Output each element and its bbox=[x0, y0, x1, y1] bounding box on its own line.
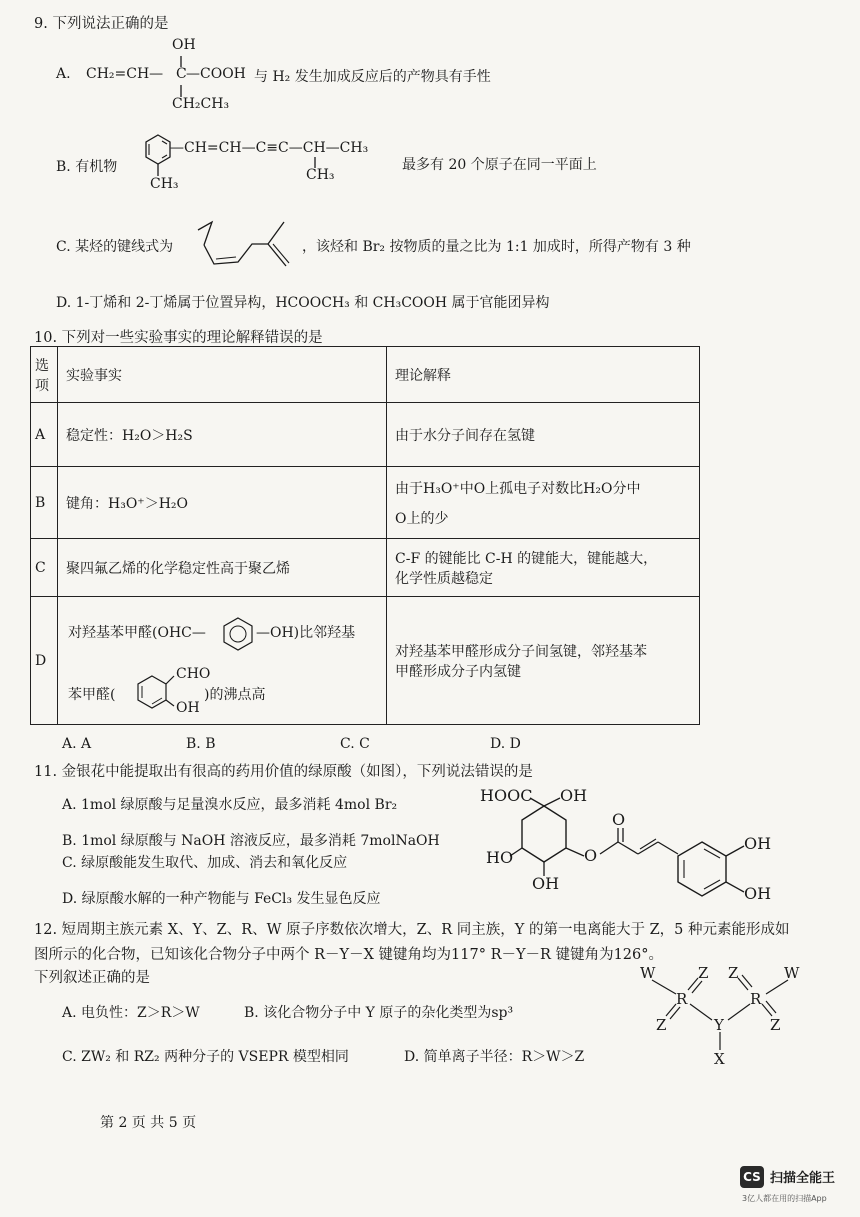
header-option: 选 项 bbox=[31, 347, 58, 403]
row-fact: 对羟基苯甲醛(OHC— —OH)比邻羟基 苯甲醛( CHO OH )的沸点高 bbox=[58, 597, 387, 725]
table-header-row bbox=[31, 347, 700, 403]
q9a-ethyl: CH₂CH₃ bbox=[172, 96, 230, 112]
q9b-label: B. 有机物 bbox=[56, 159, 118, 175]
label-oh: OH bbox=[744, 834, 772, 853]
label-carbonyl-o: O bbox=[612, 810, 626, 829]
atom-y: Y bbox=[714, 1016, 724, 1034]
atom-z: Z bbox=[728, 964, 739, 982]
q11-option-a: A. 1mol 绿原酸与足量溴水反应，最多消耗 4mol Br₂ bbox=[62, 797, 398, 813]
cs-logo-icon: CS bbox=[740, 1166, 764, 1188]
choice-d: D. D bbox=[490, 736, 521, 752]
row-option: D bbox=[31, 597, 58, 725]
label-ester-o: O bbox=[584, 846, 598, 865]
row-theory: 由于水分子间存在氢键 bbox=[387, 403, 700, 467]
atom-w: W bbox=[640, 964, 656, 982]
q11-option-d: D. 绿原酸水解的一种产物能与 FeCl₃ 发生显色反应 bbox=[62, 891, 381, 907]
row-option: B bbox=[31, 467, 58, 539]
q9-option-d: D. 1-丁烯和 2-丁烯属于位置异构，HCOOCH₃ 和 CH₃COOH 属于官能团异构 bbox=[56, 295, 550, 311]
q12-option-b: B. 该化合物分子中 Y 原子的杂化类型为sp³ bbox=[244, 1005, 514, 1021]
atom-z: Z bbox=[698, 964, 709, 982]
q9a-text: 与 H₂ 发生加成反应后的产物具有手性 bbox=[254, 69, 491, 85]
q12-bonds bbox=[0, 0, 1, 1]
row-fact: 稳定性：H₂O＞H₂S bbox=[58, 403, 387, 467]
label-cooh: HOOC bbox=[480, 786, 533, 805]
q9b-chain: —CH=CH—C≡C—CH—CH₃ bbox=[170, 140, 369, 156]
q11-option-b: B. 1mol 绿原酸与 NaOH 溶液反应，最多消耗 7molNaOH bbox=[62, 833, 440, 849]
q12-option-a: A. 电负性：Z＞R＞W bbox=[62, 1005, 200, 1021]
choice-b: B. B bbox=[186, 736, 216, 752]
header-fact: 实验事实 bbox=[58, 347, 387, 403]
q12-option-c: C. ZW₂ 和 RZ₂ 两种分子的 VSEPR 模型相同 bbox=[62, 1049, 349, 1065]
label-oh: OH bbox=[532, 874, 560, 893]
q9c-pre: C. 某烃的键线式为 bbox=[56, 239, 174, 255]
atom-r: R bbox=[750, 990, 762, 1008]
q9b-ring-methyl: CH₃ bbox=[150, 176, 179, 192]
label-ho: HO bbox=[486, 848, 514, 867]
atom-r: R bbox=[676, 990, 688, 1008]
row-theory: C-F 的键能比 C-H 的键能大，键能越大， 化学性质越稳定 bbox=[387, 539, 700, 597]
q9a-oh: OH bbox=[172, 37, 196, 53]
q9a-center-c: C bbox=[176, 66, 187, 82]
atom-x: X bbox=[714, 1050, 725, 1068]
table-row bbox=[31, 403, 700, 467]
atom-z: Z bbox=[656, 1016, 667, 1034]
page-number: 第 2 页 共 5 页 bbox=[100, 1115, 197, 1131]
row-fact: 聚四氟乙烯的化学稳定性高于聚乙烯 bbox=[58, 539, 387, 597]
choice-a: A. A bbox=[62, 736, 92, 752]
q10-table bbox=[30, 346, 700, 725]
atom-w: W bbox=[784, 964, 800, 982]
label-oh: OH bbox=[744, 884, 772, 903]
atom-z: Z bbox=[770, 1016, 781, 1034]
benzene-ring-icon bbox=[222, 622, 223, 623]
label-oh: OH bbox=[560, 786, 588, 805]
benzene-ring-icon bbox=[136, 680, 137, 681]
q9a-cooh: —COOH bbox=[186, 66, 246, 82]
header-theory: 理论解释 bbox=[387, 347, 700, 403]
q12-stem-3: 下列叙述正确的是 bbox=[34, 970, 150, 986]
q9b-text: 最多有 20 个原子在同一平面上 bbox=[402, 157, 597, 173]
row-theory: 对羟基苯甲醛形成分子间氢键，邻羟基苯 甲醛形成分子内氢键 bbox=[387, 597, 700, 725]
q12-stem-1: 12. 短周期主族元素 X、Y、Z、R、W 原子序数依次增大，Z、R 同主族，Y 的第一电离能大于 Z，5 种元素能形成如 bbox=[34, 922, 790, 938]
q9-stem: 9. 下列说法正确的是 bbox=[34, 16, 169, 32]
choice-c: C. C bbox=[340, 736, 370, 752]
row-fact: 键角：H₃O⁺＞H₂O bbox=[58, 467, 387, 539]
brand-name: 扫描全能王 bbox=[770, 1171, 836, 1186]
table-row bbox=[31, 597, 700, 725]
row-theory: 由于H₃O⁺中O上孤电子对数比H₂O分中 O上的少 bbox=[387, 467, 700, 539]
q10-stem: 10. 下列对一些实验事实的理论解释错误的是 bbox=[34, 330, 323, 346]
row-option: A bbox=[31, 403, 58, 467]
q9b-chain-methyl: CH₃ bbox=[306, 167, 335, 183]
q9c-post: ，该烃和 Br₂ 按物质的量之比为 1:1 加成时，所得产物有 3 种 bbox=[302, 239, 691, 255]
table-row bbox=[31, 467, 700, 539]
brand-tagline: 3亿人都在用的扫描App bbox=[742, 1194, 827, 1203]
q9a-label: A. bbox=[56, 66, 71, 82]
q11-option-c: C. 绿原酸能发生取代、加成、消去和氧化反应 bbox=[62, 855, 348, 871]
q12-option-d: D. 简单离子半径：R＞W＞Z bbox=[404, 1049, 585, 1065]
table-row bbox=[31, 539, 700, 597]
q9a-formula-pre: CH₂=CH— bbox=[86, 66, 164, 82]
row-option: C bbox=[31, 539, 58, 597]
q12-stem-2: 图所示的化合物，已知该化合物分子中两个 R－Y－X 键键角均为117° R－Y－R 键键角为126°。 bbox=[34, 947, 664, 963]
q11-stem: 11. 金银花中能提取出有很高的药用价值的绿原酸（如图），下列说法错误的是 bbox=[34, 764, 533, 780]
